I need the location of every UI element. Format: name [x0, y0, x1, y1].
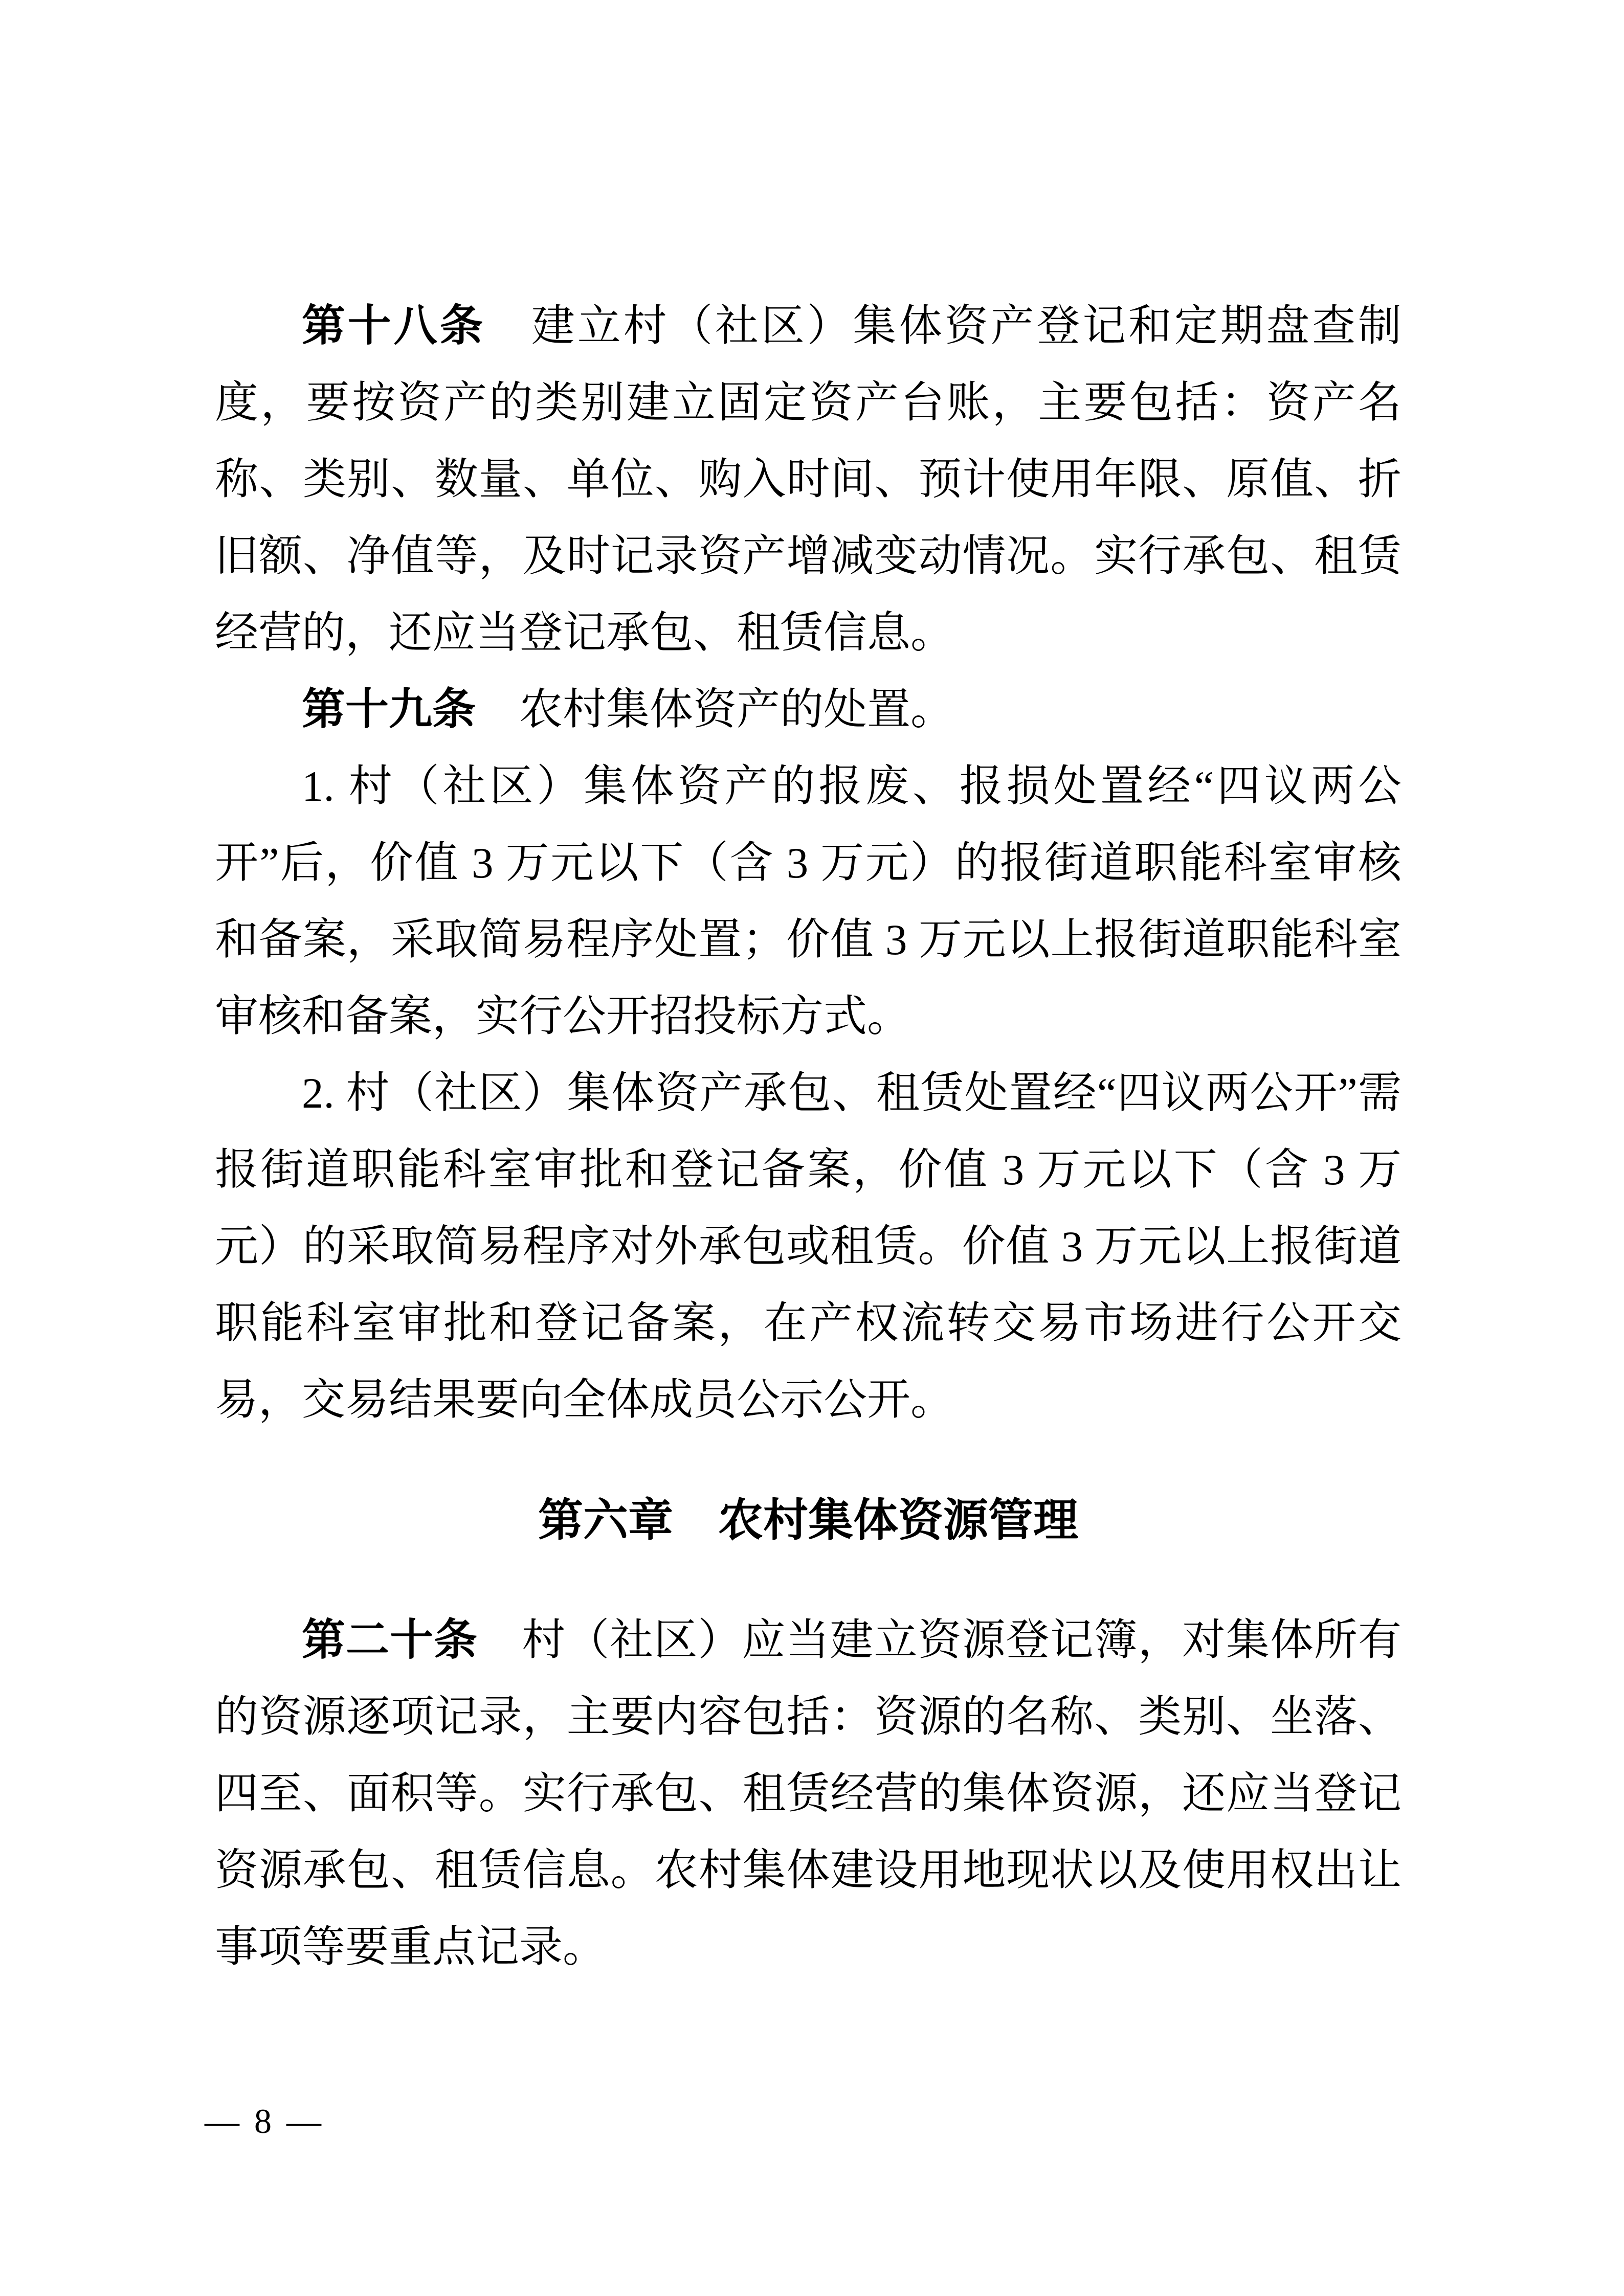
article-20-text: 村（社区）应当建立资源登记簿，对集体所有的资源逐项记录，主要内容包括：资源的名称、类别、坐落、四至、面积等。实行承包、租赁经营的集体资源，还应当登记资源承包、租赁信息。农村集体建设用地现状以及使用权出让事项等要重点记录。	[215, 1616, 1401, 1971]
document-body	[215, 288, 1401, 1986]
article-19-number: 第十九条	[302, 686, 476, 734]
article-19-text: 农村集体资产的处置。	[476, 686, 954, 734]
article-18-text: 建立村（社区）集体资产登记和定期盘查制度，要按资产的类别建立固定资产台账，主要包括：资产名称、类别、数量、单位、购入时间、预计使用年限、原值、折旧额、净值等，及时记录资产增减变动情况。实行承包、租赁经营的，还应当登记承包、租赁信息。	[215, 302, 1401, 657]
paragraph-article-19	[215, 671, 1401, 748]
item-1-text: 1. 村（社区）集体资产的报废、报损处置经“四议两公开”后，价值 3 万元以下（含 3 万元）的报街道职能科室审核和备案，采取简易程序处置；价值 3 万元以上报街道职能科室审核和备案，实行公开招投标方式。	[215, 762, 1401, 1041]
paragraph-article-18	[215, 288, 1401, 671]
chapter-6-heading: 第六章 农村集体资源管理	[538, 1495, 1078, 1545]
paragraph-article-20	[215, 1602, 1401, 1986]
paragraph-item-2	[215, 1055, 1401, 1438]
page-number: — 8 —	[205, 2102, 324, 2141]
item-2-text: 2. 村（社区）集体资产承包、租赁处置经“四议两公开”需报街道职能科室审批和登记备案，价值 3 万元以下（含 3 万元）的采取简易程序对外承包或租赁。价值 3 万元以上报街道职能科室审批和登记备案，在产权流转交易市场进行公开交易，交易结果要向全体成员公示公开。	[215, 1069, 1401, 1424]
article-18-number: 第十八条	[302, 302, 486, 350]
article-20-number: 第二十条	[302, 1616, 478, 1664]
paragraph-item-1	[215, 748, 1401, 1055]
